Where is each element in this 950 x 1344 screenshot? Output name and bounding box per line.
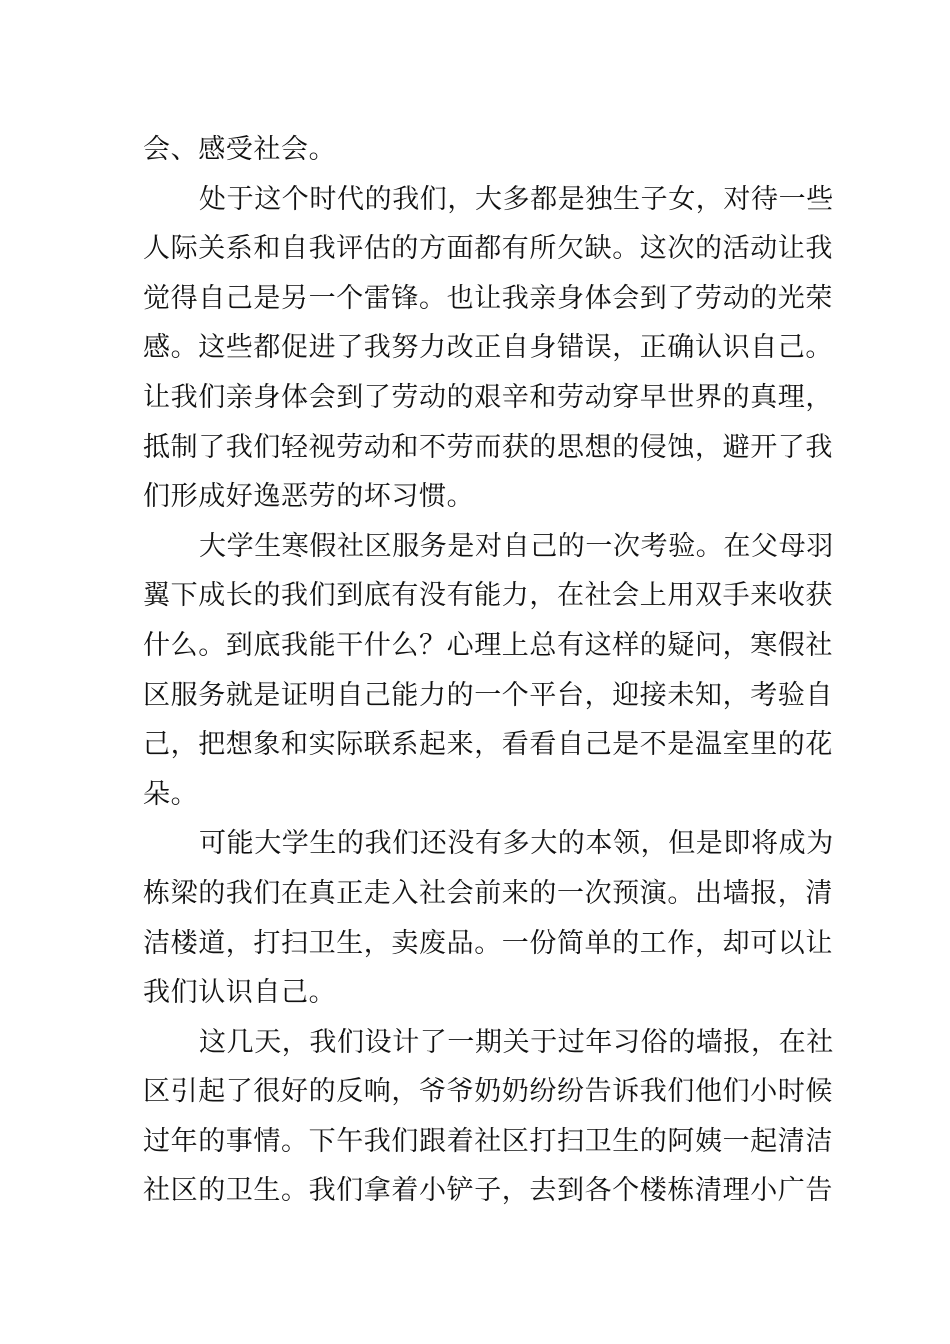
- text-line: 抵制了我们轻视劳动和不劳而获的思想的侵蚀，避开了我: [143, 431, 833, 463]
- text-line: 什么。到底我能干什么？心理上总有这样的疑问，寒假社: [143, 629, 833, 661]
- text-line: 区服务就是证明自己能力的一个平台，迎接未知，考验自: [143, 679, 833, 711]
- text-line: 让我们亲身体会到了劳动的艰辛和劳动穿早世界的真理，: [143, 381, 833, 413]
- text-line: 过年的事情。下午我们跟着社区打扫卫生的阿姨一起清洁: [143, 1125, 833, 1157]
- paragraph-first-line: 处于这个时代的我们，大多都是独生子女，对待一些: [199, 183, 834, 215]
- text-line: 栋梁的我们在真正走入社会前来的一次预演。出墙报，清: [143, 877, 833, 909]
- text-line: 洁楼道，打扫卫生，卖废品。一份简单的工作，却可以让: [143, 927, 833, 959]
- paragraph-first-line: 大学生寒假社区服务是对自己的一次考验。在父母羽: [199, 530, 834, 562]
- paragraph-first-line: 这几天，我们设计了一期关于过年习俗的墙报，在社: [199, 1026, 834, 1058]
- text-line: 感。这些都促进了我努力改正自身错误，正确认识自己。: [143, 332, 833, 364]
- text-line: 觉得自己是另一个雷锋。也让我亲身体会到了劳动的光荣: [143, 282, 833, 314]
- text-line: 己，把想象和实际联系起来，看看自己是不是温室里的花: [143, 729, 833, 761]
- text-line: 我们认识自己。: [143, 977, 337, 1009]
- paragraph-first-line: 可能大学生的我们还没有多大的本领，但是即将成为: [199, 828, 834, 860]
- text-line: 会、感受社会。: [143, 134, 337, 165]
- body-text: [143, 125, 834, 1216]
- text-line: 翼下成长的我们到底有没有能力，在社会上用双手来收获: [143, 580, 833, 612]
- text-line: 们形成好逸恶劳的坏习惯。: [143, 481, 475, 513]
- text-line: 区引起了很好的反响，爷爷奶奶纷纷告诉我们他们小时候: [143, 1076, 833, 1108]
- text-line: 社区的卫生。我们拿着小铲子，去到各个楼栋清理小广告: [143, 1175, 833, 1207]
- text-line: 人际关系和自我评估的方面都有所欠缺。这次的活动让我: [143, 233, 833, 265]
- text-line: 朵。: [143, 778, 199, 810]
